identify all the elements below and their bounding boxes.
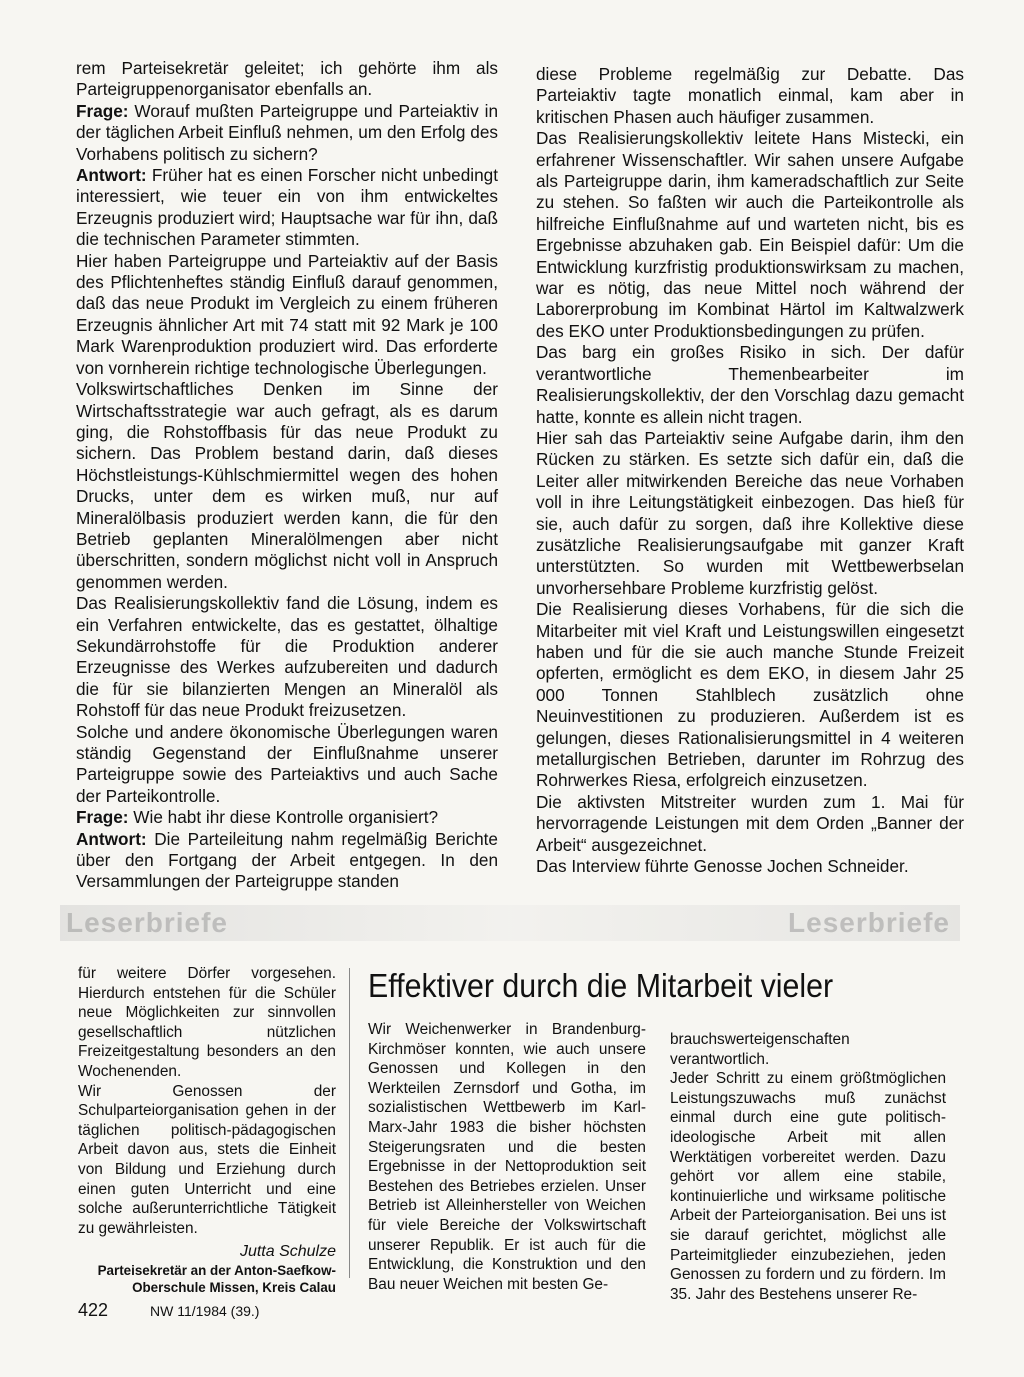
interview-column-right — [536, 64, 964, 877]
paragraph: für weitere Dörfer vorgesehen. Hierdurch entstehen für die Schüler neue Möglichkeiten zur sinnvollen gesellschaftlich nützlichen Freizeitgestaltung besonders an den Wochenenden. — [78, 965, 336, 1080]
article-column-2 — [670, 1030, 946, 1304]
section-banner-right-text: Leserbriefe — [788, 907, 950, 938]
paragraph: Jeder Schritt zu einem größtmöglichen Leistungszuwachs muß zunächst einmal durch eine gute politisch-ideologische Arbeit mit allen Werktätigen vorbereitet werden. Dazu gehört vor allem eine stabile, kontinuierliche und wirksame politische Arbeit der Parteiorganisation. Bei uns ist sie darauf gerichtet, möglichst alle Parteimitglieder einzubeziehen, jeden Genossen zu fordern und zu fördern. Im 35. Jahr des Bestehens unserer Re- — [670, 1070, 946, 1303]
column-divider — [349, 968, 350, 1278]
question-text: Wie habt ihr diese Kontrolle organisiert? — [128, 807, 439, 828]
question-text: Worauf mußten Parteigruppe und Parteiaktiv in der täglichen Arbeit Einfluß nehmen, um den Erfolg des Vorhabens politisch zu sichern? — [76, 100, 498, 164]
question-paragraph — [76, 807, 498, 828]
paragraph: diese Probleme regelmäßig zur Debatte. Das Parteiaktiv tagte monatlich einmal, kam aber in kritischen Phasen auch häufiger zusammen. — [536, 64, 964, 127]
paragraph: rem Parteisekretär geleitet; ich gehörte ihm als Parteigruppenorganisator ebenfalls an. — [76, 58, 498, 100]
issue-label: NW 11/1984 (39.) — [150, 1303, 260, 1319]
paragraph: Hier haben Parteigruppe und Parteiaktiv auf der Basis des Pflichtenheftes ständig Einfluß darauf genommen, daß das neue Produkt im Vergleich zu einem früheren Erzeugnis ähnlicher Art mit 74 statt mit 92 Mark je 100 Mark Warenproduktion produziert wird. Das erforderte von vornherein richtige technologische Überlegungen. — [76, 250, 498, 378]
paragraph: Volkswirtschaftliches Denken im Sinne der Wirtschaftsstrategie war auch gefragt, als es darum ging, die Rohstoffbasis für das neue Produkt zu sichern. Das Problem bestand darin, daß dieses Höchstleistungs-Kühlschmiermittel wegen des hohen Drucks, unter dem es wirken muß, nur auf Mineralölbasis produziert werden kann, die für den Betrieb geplanten Mineralölmengen aber nicht überschritten, sondern möglichst nicht voll in Anspruch genommen werden. — [76, 379, 498, 592]
paragraph: Das barg ein großes Risiko in sich. Der dafür verantwortliche Themenbearbeiter im Realisierungskollektiv, der den Vorschlag dazu gemacht hatte, konnte es allein nicht tragen. — [536, 342, 964, 427]
paragraph: Die Realisierung dieses Vorhabens, für die sich die Mitarbeiter mit viel Kraft und Leistungswillen eingesetzt haben und für die sie auch manche Stunde Freizeit opferten, ermöglicht es dem EKO, in diesem Jahr 25 000 Tonnen Stahlblech zusätzlich ohne Neuinvestitionen zu produzieren. Außerdem ist es gelungen, dieses Rationalisierungsmittel in 4 weiteren metallurgischen Betrieben, darunter im Rohrzug des Rohrwerkes Riesa, erfolgreich einzusetzen. — [536, 599, 964, 791]
paragraph: brauchswerteigenschaften verantwortlich. — [670, 1031, 850, 1068]
page-number: 422 — [78, 1300, 109, 1320]
paragraph: Das Realisierungskollektiv fand die Lösung, indem es ein Verfahren entwickelte, das es gestattet, ölhaltige Sekundärrohstoffe für die Produktion anderer Erzeugnisse des Werkes aufzubereiten und dadurch die für sie bilanzierten Mengen an Mineralöl als Rohstoff für das neue Produkt freizusetzen. — [76, 593, 498, 721]
section-banner-left-text: Leserbriefe — [66, 907, 228, 938]
answer-label: Antwort: — [76, 828, 147, 849]
answer-text: Früher hat es einen Forscher nicht unbedingt interessiert, wie teuer ein von ihm entwickeltes Erzeugnis produziert wird; Hauptsache war für ihn, daß die technischen Parameter stimmten. — [76, 165, 498, 250]
paragraph: Hier sah das Parteiaktiv seine Aufgabe darin, ihm den Rücken zu stärken. Es setzte sich dafür ein, daß die Leiter aller mitwirkenden Bereiche das neue Vorhaben voll in ihre Leitungstätigkeit einbezogen. Das hieß für sie, auch dafür zu sorgen, daß ihre Kollektive diese zusätzliche Realisierungsaufgabe mit ganzer Kraft unterstützten. So wurden mit Wettbewerbselan unvorhersehbare Probleme kurzfristig gelöst. — [536, 427, 964, 598]
signature-role: Parteisekretär an der Anton-Saefkow-Oberschule Missen, Kreis Calau — [97, 1262, 336, 1295]
answer-text: Die Parteileitung nahm regelmäßig Berichte über den Fortgang der Arbeit entgegen. In den Versammlungen der Parteigruppe standen — [76, 828, 498, 892]
article-headline: Effektiver durch die Mitarbeit vieler — [368, 967, 834, 1004]
paragraph: Wir Genossen der Schulparteiorganisation gehen in der täglichen politisch-pädagogischen Arbeit davon aus, stets die Einheit von Bildung und Erziehung durch einen guten Unterricht und eine solche außerunterrichtliche Tätigkeit zu gewährleisten. — [78, 1082, 336, 1237]
paragraph: Das Realisierungskollektiv leitete Hans Mistecki, ein erfahrener Wissenschaftler. Wir sahen unsere Aufgabe als Parteigruppe darin, ihm kameradschaftlich zur Seite zu stehen. So faßten wir auch die Parteikontrolle als hilfreiche Einflußnahme auf und warteten nicht, bis es Ergebnisse abzuhaken gab. Ein Beispiel dafür: Um die Entwicklung kurzfristig produktionswirksam zu machen, war es nötig, das neue Mittel noch während der Laborerprobung im Kombinat Härtol im Kaltwalzwerk des EKO unter Produktionsbedingungen zu prüfen. — [536, 128, 964, 341]
paragraph: Wir Weichenwerker in Brandenburg-Kirchmöser konnten, wie auch unsere Genossen und Kollegen in den Werkteilen Zernsdorf und Gotha, im sozialistischen Wettbewerb im Karl-Marx-Jahr 1983 die bisher höchsten Steigerungsraten und die besten Ergebnisse in der Nettoproduktion seit Bestehen des Betriebes erzielen. Unser Betrieb ist Alleinhersteller von Weichen für viele Bereiche der Volkswirtschaft unserer Republik. Er ist auch für die Entwicklung, die Konstruktion und den Bau neuer Weichen mit besten Ge- — [368, 1021, 646, 1293]
answer-paragraph — [76, 829, 498, 893]
letter-column — [78, 964, 336, 1296]
article-column-1 — [368, 1020, 646, 1294]
answer-label: Antwort: — [76, 165, 147, 186]
question-paragraph — [76, 101, 498, 165]
answer-paragraph — [76, 165, 498, 251]
question-label: Frage: — [76, 807, 129, 828]
signature-name: Jutta Schulze — [239, 1243, 336, 1261]
question-label: Frage: — [76, 100, 129, 121]
interview-column-left — [76, 58, 498, 893]
interview-credit: Das Interview führte Genosse Jochen Schneider. — [536, 856, 909, 877]
section-banner-faded — [60, 905, 960, 941]
paragraph: Solche und andere ökonomische Überlegungen waren ständig Gegenstand der Einflußnahme unserer Parteigruppe sowie des Parteiaktivs und auch Sache der Parteikontrolle. — [76, 721, 498, 806]
paragraph: Die aktivsten Mitstreiter wurden zum 1. Mai für hervorragende Leistungen mit dem Orden „Banner der Arbeit“ ausgezeichnet. — [536, 791, 964, 855]
